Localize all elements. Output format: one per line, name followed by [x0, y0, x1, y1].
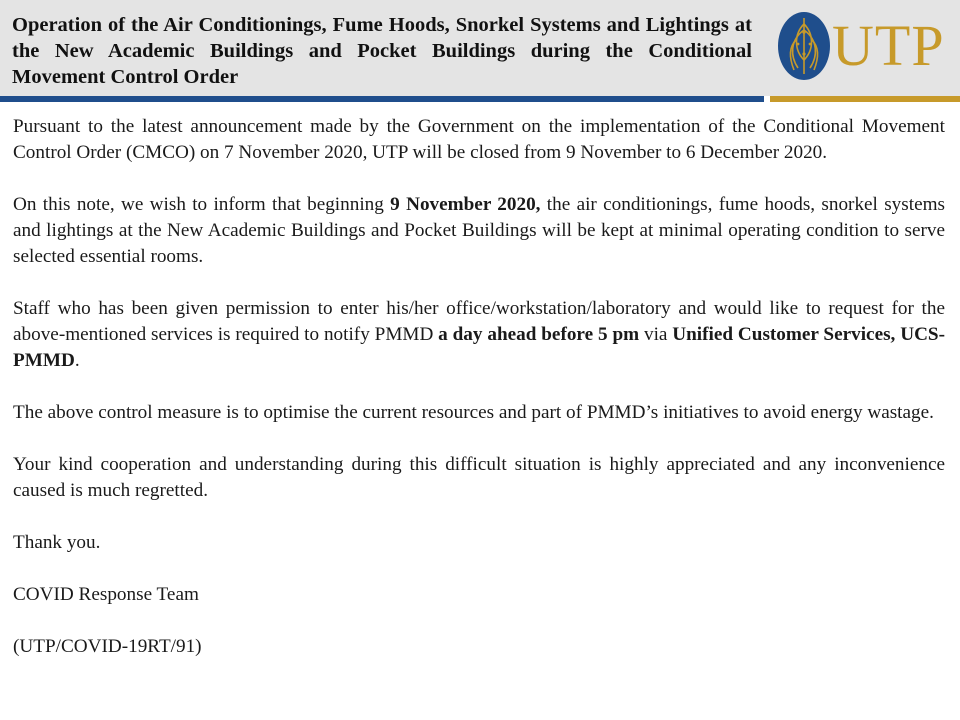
- utp-logo: [776, 10, 956, 86]
- paragraph-request-text-b: via: [639, 324, 673, 345]
- ucs-pmmd-service: Unified Customer Services, UCS-PMMD: [13, 324, 945, 371]
- announcement-body: [13, 114, 945, 686]
- paragraph-request: [13, 296, 945, 374]
- paragraph-request-text-c: .: [74, 350, 80, 371]
- start-date: 9 November 2020,: [390, 194, 541, 215]
- paragraph-announcement: Pursuant to the latest announcement made by the Government on the implementation of the Conditional Movement Control Order (CMCO) on 7 November 2020, UTP will be closed from 9 November to 6 December 2020.: [13, 116, 945, 163]
- header-banner: [0, 0, 960, 96]
- header-divider-gold: [770, 96, 960, 102]
- paragraph-cooperation: Your kind cooperation and understanding during this difficult situation is highly appreciated and any inconvenience caused is much regretted.: [13, 454, 945, 501]
- paragraph-notice-text-a: On this note, we wish to inform that beginning: [13, 194, 391, 215]
- utp-logo-text: UTP: [832, 13, 945, 78]
- request-deadline: a day ahead before 5 pm: [438, 324, 640, 345]
- paragraph-notice-text-b: the air conditionings, fume hoods, snorkel systems and lightings at the New Academic Buildings and Pocket Buildings will be kept at minimal operating condition to serve selected essential rooms.: [13, 194, 945, 267]
- paragraph-thanks: Thank you.: [13, 532, 101, 553]
- page-title: Operation of the Air Conditionings, Fume Hoods, Snorkel Systems and Lightings at the New Academic Buildings and Pocket Buildings during the Conditional Movement Control Order: [12, 14, 752, 88]
- signature-team: COVID Response Team: [13, 584, 199, 605]
- signature-reference: (UTP/COVID-19RT/91): [13, 636, 202, 657]
- utp-emblem-icon: [776, 10, 832, 82]
- paragraph-request-text-a: Staff who has been given permission to enter his/her office/workstation/laboratory and would like to request for the above-mentioned services is required to notify PMMD: [13, 298, 945, 345]
- header-divider-blue: [0, 96, 764, 102]
- paragraph-measure: The above control measure is to optimise the current resources and part of PMMD’s initiatives to avoid energy wastage.: [13, 402, 934, 423]
- paragraph-notice: [13, 192, 945, 270]
